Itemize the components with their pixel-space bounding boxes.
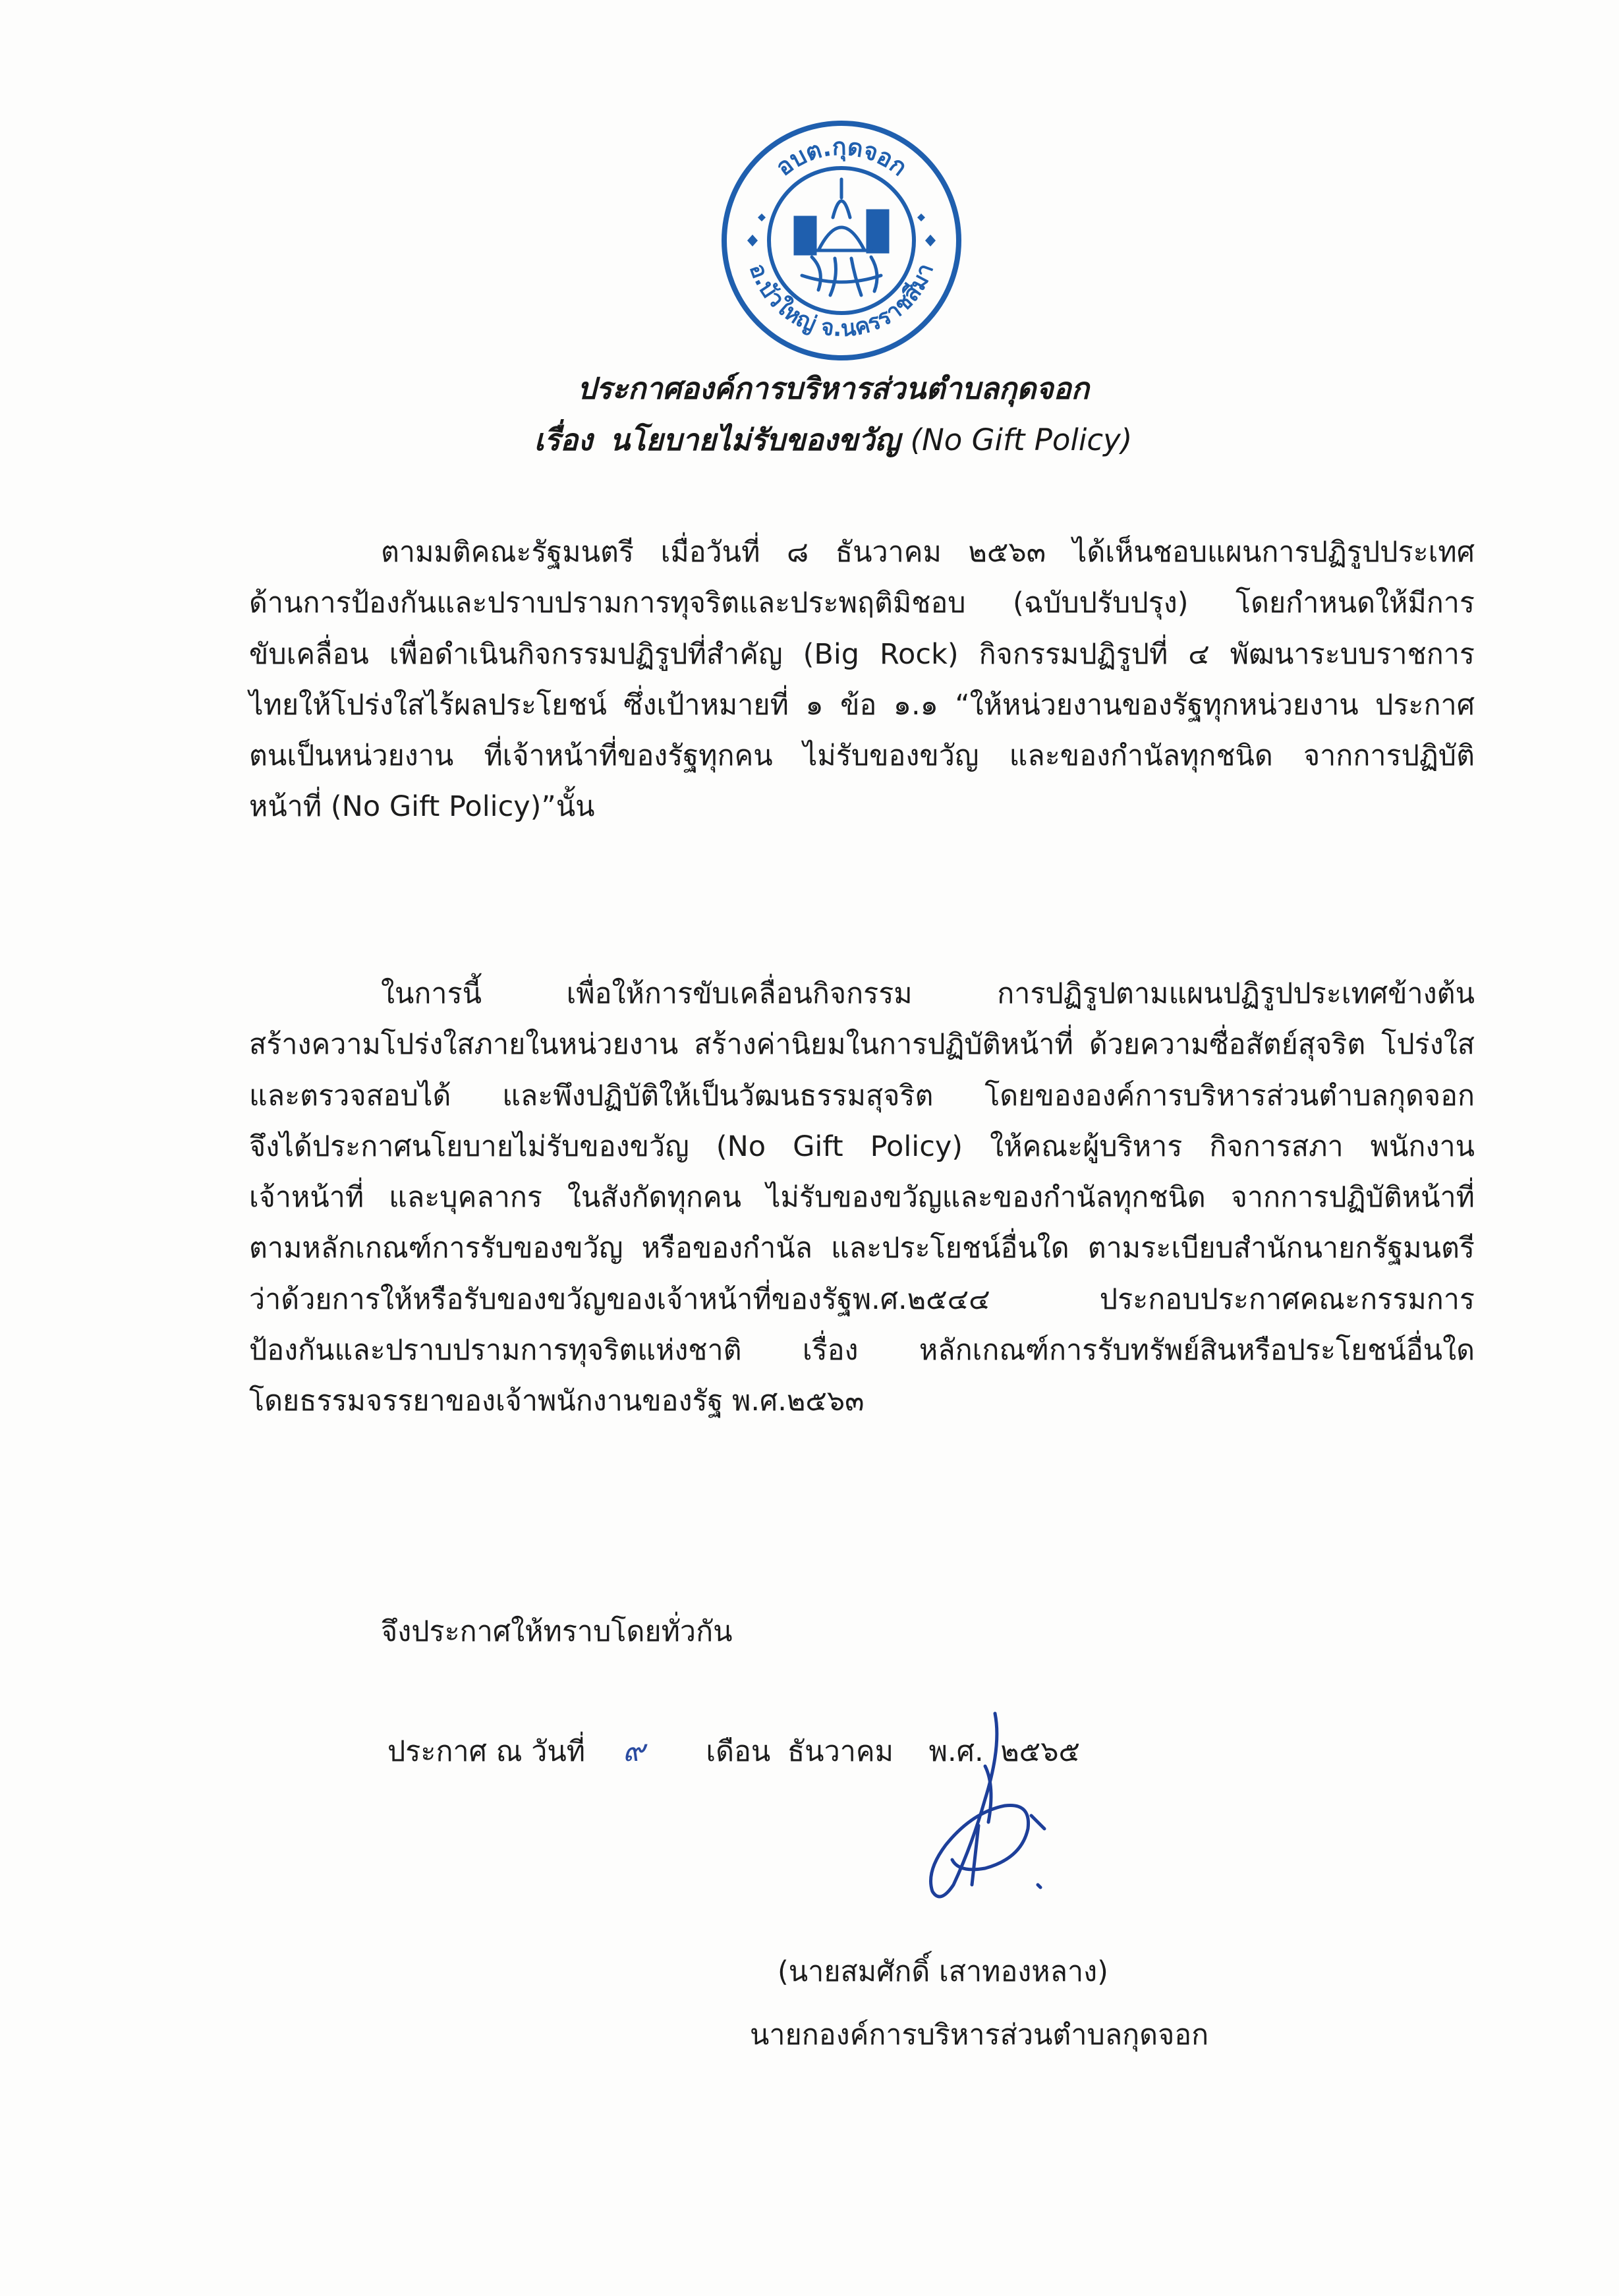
paragraph-1 [249,527,1475,833]
paragraph-2-line: ตามหลักเกณฑ์การรับของขวัญ หรือของกำนัล และประโยชน์อื่นใด ตามระเบียบสำนักนายกรัฐมนตรี [249,1232,1475,1265]
paragraph-1-line: ด้านการป้องกันและปราบปรามการทุจริตและประพฤติมิชอบ (ฉบับปรับปรุง) โดยกำหนดให้มีการ [249,587,1475,620]
paragraph-1-line: ไทยให้โปร่งใสไร้ผลประโยชน์ ซึ่งเป้าหมายที่ ๑ ข้อ ๑.๑ “ให้หน่วยงานของรัฐทุกหน่วยงาน ประกาศ [249,688,1475,722]
date-year-label: พ.ศ. [928,1735,984,1768]
paragraph-2 [249,969,1475,1427]
seal-bottom-text: อ.บัวใหญ่ จ.นครราชสีมา [743,260,940,343]
organization-seal [720,119,963,362]
paragraph-2-line: และตรวจสอบได้ และพึงปฏิบัติให้เป็นวัฒนธรรมสุจริต โดยขององค์การบริหารส่วนตำบลกุดจอก [249,1079,1475,1112]
paragraph-1-line: ตนเป็นหน่วยงาน ที่เจ้าหน้าที่ของรัฐทุกคน ไม่รับของขวัญ และของกำนัลทุกชนิด จากการปฏิบัติ [249,739,1475,773]
paragraph-2-line: เจ้าหน้าที่ และบุคลากร ในสังกัดทุกคน ไม่รับของขวัญและของกำนัลทุกชนิด จากการปฏิบัติหน้าที่ [249,1181,1475,1215]
paragraph-1-line: ตามมติคณะรัฐมนตรี เมื่อวันที่ ๘ ธันวาคม ๒๕๖๓ ได้เห็นชอบแผนการปฏิรูปประเทศ [381,536,1475,569]
date-prefix: ประกาศ ณ วันที่ [387,1735,586,1768]
paragraph-2-line: สร้างความโปร่งใสภายในหน่วยงาน สร้างค่านิยมในการปฏิบัติหน้าที่ ด้วยความซื่อสัตย์สุจริต โปร่งใส [249,1028,1475,1062]
seal-top-text: อบต.กุดจอก [771,133,912,182]
subject-prefix: เรื่อง [534,422,593,457]
announcement-subject [24,420,1619,460]
date-month: ธันวาคม [787,1735,894,1768]
paragraph-2-line: ป้องกันและปราบปรามการทุจริตแห่งชาติ เรื่อง หลักเกณฑ์การรับทรัพย์สินหรือประโยชน์อื่นใด [249,1334,1475,1367]
signer-title: นายกองค์การบริหารส่วนตำบลกุดจอก [750,2019,1209,2052]
subject-text: นโยบายไม่รับของขวัญ [610,422,900,457]
announcement-title: ประกาศองค์การบริหารส่วนตำบลกุดจอก [577,371,1089,406]
paragraph-2-line: โดยธรรมจรรยาของเจ้าพนักงานของรัฐ พ.ศ.๒๕๖๓ [249,1385,865,1418]
closing-statement: จึงประกาศให้ทราบโดยทั่วกัน [381,1615,733,1648]
subject-english: (No Gift Policy) [910,422,1133,457]
signer-name: (นายสมศักดิ์ เสาทองหลาง) [778,1955,1108,1988]
paragraph-2-line: จึงได้ประกาศนโยบายไม่รับของขวัญ (No Gift Policy) ให้คณะผู้บริหาร กิจการสภา พนักงาน [249,1130,1475,1163]
paragraph-1-line: ขับเคลื่อน เพื่อดำเนินกิจกรรมปฏิรูปที่สำคัญ (Big Rock) กิจกรรมปฏิรูปที่ ๔ พัฒนาระบบราชการ [249,637,1475,671]
handwritten-signature [880,1687,1077,1937]
paragraph-2-line: ว่าด้วยการให้หรือรับของขวัญของเจ้าหน้าที่ของรัฐพ.ศ.๒๕๔๔ ประกอบประกาศคณะกรรมการ [249,1282,1475,1316]
paragraph-2-line: ในการนี้ เพื่อให้การขับเคลื่อนกิจกรรม การปฏิรูปตามแผนปฏิรูปประเทศข้างต้น [381,977,1475,1010]
date-day: ๙ [622,1733,645,1768]
date-month-label: เดือน [706,1735,771,1768]
paragraph-1-line: หน้าที่ (No Gift Policy)”นั้น [249,790,595,824]
date-year: ๒๕๖๕ [1000,1735,1081,1768]
